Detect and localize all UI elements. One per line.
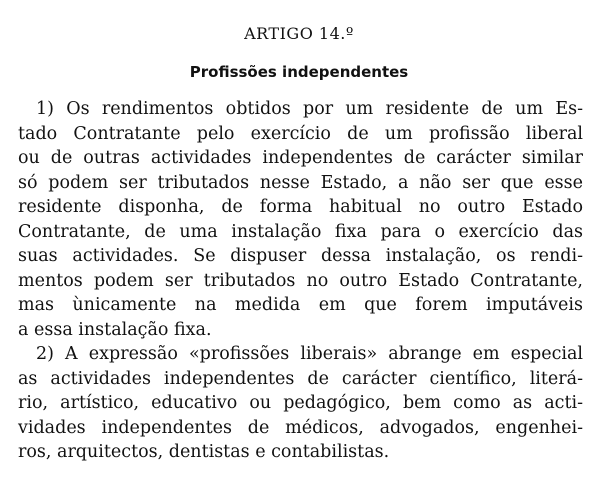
paragraph-line: mas ùnicamente na medida em que forem imputáveis xyxy=(18,295,583,315)
paragraph-line: residente disponha, de forma habitual no outro Estado xyxy=(18,197,583,217)
paragraph-line: 1) Os rendimentos obtidos por um residente de um Es- xyxy=(36,99,583,119)
paragraph-line: vidades independentes de médicos, advogados, engenhei- xyxy=(18,417,583,438)
paragraph-line: tado Contratante pelo exercício de um profissão liberal xyxy=(18,123,583,144)
paragraph-2 xyxy=(18,342,583,465)
paragraph-1 xyxy=(18,97,583,342)
paragraph-line: as actividades independentes de carácter científico, literá- xyxy=(18,368,583,389)
article-title: ARTIGO 14.º xyxy=(244,24,354,43)
paragraph-line: rio, artístico, educativo ou pedagógico, bem como as acti- xyxy=(18,393,583,413)
paragraph-line: ros, arquitectos, dentistas e contabilistas. xyxy=(18,442,390,462)
paragraph-line: ou de outras actividades independentes de carácter similar xyxy=(18,148,583,168)
article-subtitle: Profissões independentes xyxy=(189,63,409,81)
article-body xyxy=(18,97,583,465)
paragraph-line: só podem ser tributados nesse Estado, a não ser que esse xyxy=(18,172,583,193)
paragraph-line: mentos podem ser tributados no outro Estado Contratante, xyxy=(18,270,583,291)
paragraph-line: Contratante, de uma instalação fixa para o exercício das xyxy=(18,221,583,242)
paragraph-line: suas actividades. Se dispuser dessa instalação, os rendi- xyxy=(18,246,583,266)
paragraph-line: a essa instalação fixa. xyxy=(18,319,212,340)
paragraph-line: 2) A expressão «profissões liberais» abrange em especial xyxy=(36,344,583,364)
